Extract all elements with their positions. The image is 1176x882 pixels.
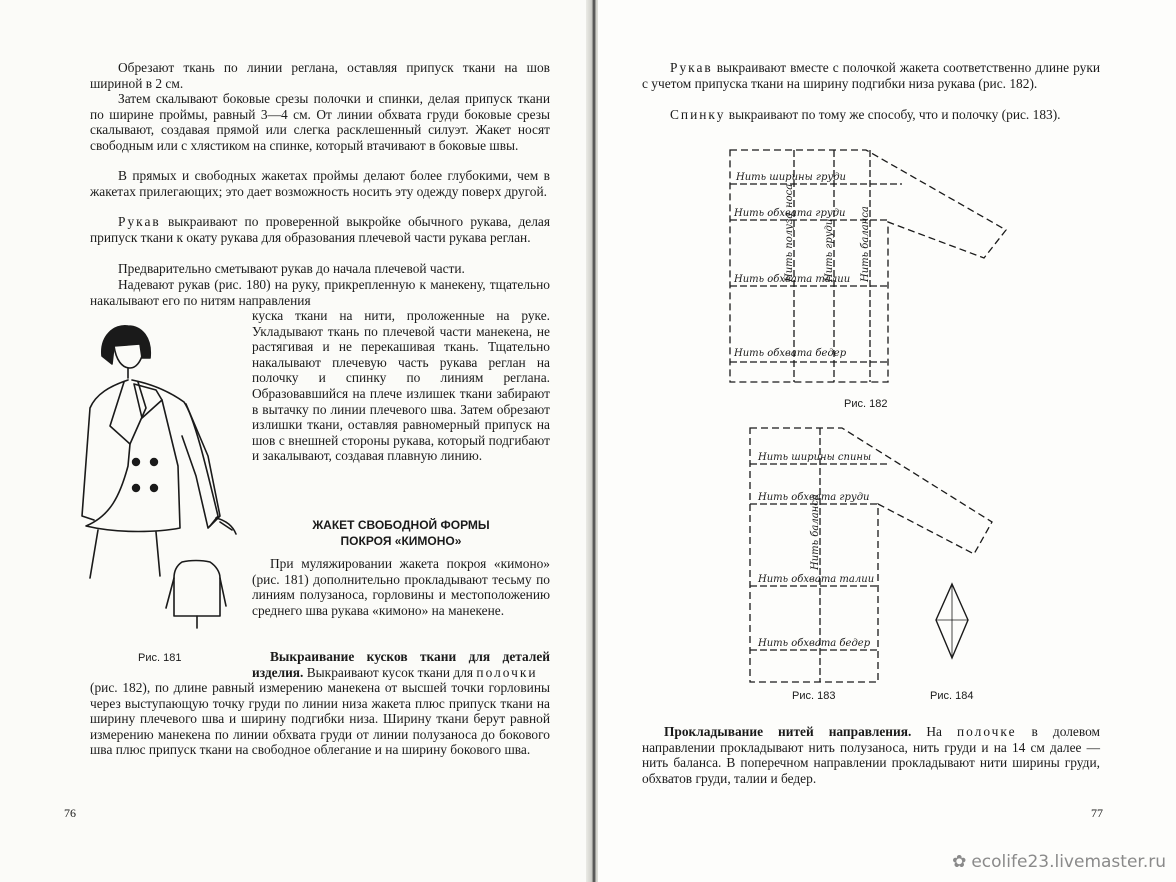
left-para-1: Обрезают ткань по линии реглана, оставляя припуск ткани на шов шириной в 2 см.	[90, 60, 550, 91]
term-polochki: полочки	[476, 664, 538, 680]
fig182-label-obhvata-grudi: Нить обхвата груди	[734, 208, 846, 219]
left-para-8: При муляжировании жакета покроя «кимоно» (рис. 181) дополнительно прокладывают тесьму по линиям полузаноса, горловины и местоположению среднего шва рукава «кимоно» на манекене.	[252, 556, 550, 618]
left-para-9-cont: (рис. 182), по длине равный измерению манекена от высшей точки горловины через выступающую точку груди по линии низа жакета плюс припуск ткани на ширину плечевого шва и ширину подгибки низа. Ширину ткани берут равной измерению манекена по линии обхвата груди от линии полузаноса до бокового шва плюс припуск ткани на свободное облегание и на ширину бокового шва.	[90, 680, 550, 758]
left-para-2: Затем скалывают боковые срезы полочки и спинки, делая припуск ткани по ширине проймы, равный 3—4 см. От линии обхвата груди боковые срезы скалывают, создавая прямой или слегка расклешенный силуэт. Жакет носят свободным или с хлястиком на спинке, который втачивают в боковые швы.	[90, 91, 550, 153]
heading-line-2: ПОКРОЯ «КИМОНО»	[340, 534, 462, 548]
section-heading	[252, 517, 550, 549]
left-para-6: Надевают рукав (рис. 180) на руку, прикрепленную к манекену, тщательно накалывают его по нитям направления	[90, 277, 550, 308]
fig183-label-balansa: Нить баланса	[810, 494, 821, 570]
page-number-left: 76	[64, 806, 76, 820]
fig182-label-shiriny-grudi: Нить ширины груди	[736, 172, 846, 183]
left-para-3: В прямых и свободных жакетах проймы делают более глубокими, чем в жакетах прилегающих; это дает возможность носить эту одежду поверх другой.	[90, 168, 550, 199]
left-para-5: Предварительно сметывают рукав до начала плечевой части.	[118, 261, 465, 276]
right-para-3-b: в долевом направлении прокладывают нить полузаноса, нить груди и на 14 см далее — нить баланса. В поперечном направлении прокладывают нити ширины груди, обхватов груди, талии и бедер.	[642, 724, 1100, 786]
fig182-label-polu: Нить полуза	[784, 212, 795, 282]
watermark-text: ecolife23.livemaster.ru	[971, 852, 1166, 872]
fig182-label-grudi: Нить груди	[824, 218, 835, 282]
bold-lead-right: Прокладывание нитей направления.	[664, 724, 912, 739]
right-para-1-text: выкраивают вместе с полочкой жакета соответственно длине руки с учетом припуска ткани на ширину подгибки низа рукава (рис. 182).	[642, 60, 1100, 91]
term-rukav-right: Рукав	[670, 60, 713, 75]
right-para-2	[642, 107, 1100, 123]
fig-184-caption: Рис. 184	[930, 690, 974, 702]
left-para-4-text: выкраивают по проверенной выкройке обычного рукава, делая припуск ткани к окату рукава для образования плечевой части рукава реглан.	[90, 214, 550, 245]
term-spinku: Спинку	[670, 107, 726, 122]
diamond-figure-184	[932, 580, 972, 664]
fig183-label-bedr: Нить обхвата бедер	[758, 638, 871, 649]
right-para-2-text: выкраивают по тому же способу, что и полочку (рис. 183).	[725, 107, 1061, 122]
term-polochke: полочке	[956, 724, 1017, 739]
fig182-label-nosa: носа	[784, 183, 795, 208]
fig-182-caption: Рис. 182	[844, 398, 888, 410]
fig183-label-obhvata-grudi: Нить обхвата груди	[758, 492, 870, 503]
right-para-3-a: На	[911, 724, 957, 739]
right-para-1	[642, 60, 1100, 91]
flower-icon: ✿	[952, 852, 967, 872]
pattern-figure-182	[718, 142, 1028, 392]
left-para-4	[90, 214, 550, 245]
fig182-label-balansa: Нить баланса	[860, 206, 871, 282]
heading-line-1: ЖАКЕТ СВОБОДНОЙ ФОРМЫ	[312, 518, 490, 532]
para-9-a: Выкраивают кусок ткани для	[303, 664, 477, 680]
term-rukav: Рукав	[118, 214, 161, 229]
fig183-label-obhvata-talii: Нить обхвата талии	[758, 574, 875, 585]
fig183-label-shiriny-spiny: Нить ширины спины	[758, 452, 872, 463]
left-para-7: куска ткани на нити, проложенные на руке. Укладывают ткань по плечевой части манекена, не растягивая и не перекашивая ткань. Тщательно накалывают плечевую часть рукава реглан на полочку и спинку по линиям реглана. Образовавшийся на плече излишек ткани забирают в вытачку по линии плечевого шва. Затем обрезают излишки ткани, оставляя равномерный припуск на шов с внешней стороны рукава, который подгибают и закалывают, создавая плавную линию.	[252, 308, 550, 464]
left-para-9-start	[252, 649, 550, 680]
fig182-label-bedr: Нить обхвата бедер	[734, 348, 847, 359]
right-page	[598, 0, 1176, 882]
watermark	[952, 852, 1166, 872]
bold-lead: Выкраивание кусков ткани для деталей изделия.	[252, 649, 550, 680]
jacket-figure-181	[70, 316, 250, 636]
fig-181-caption: Рис. 181	[138, 652, 182, 664]
fig182-label-obhvata-talii: Нить обхвата талии	[734, 274, 851, 285]
right-para-3	[642, 724, 1100, 786]
page-number-right: 77	[1091, 806, 1103, 820]
fig-183-caption: Рис. 183	[792, 690, 836, 702]
